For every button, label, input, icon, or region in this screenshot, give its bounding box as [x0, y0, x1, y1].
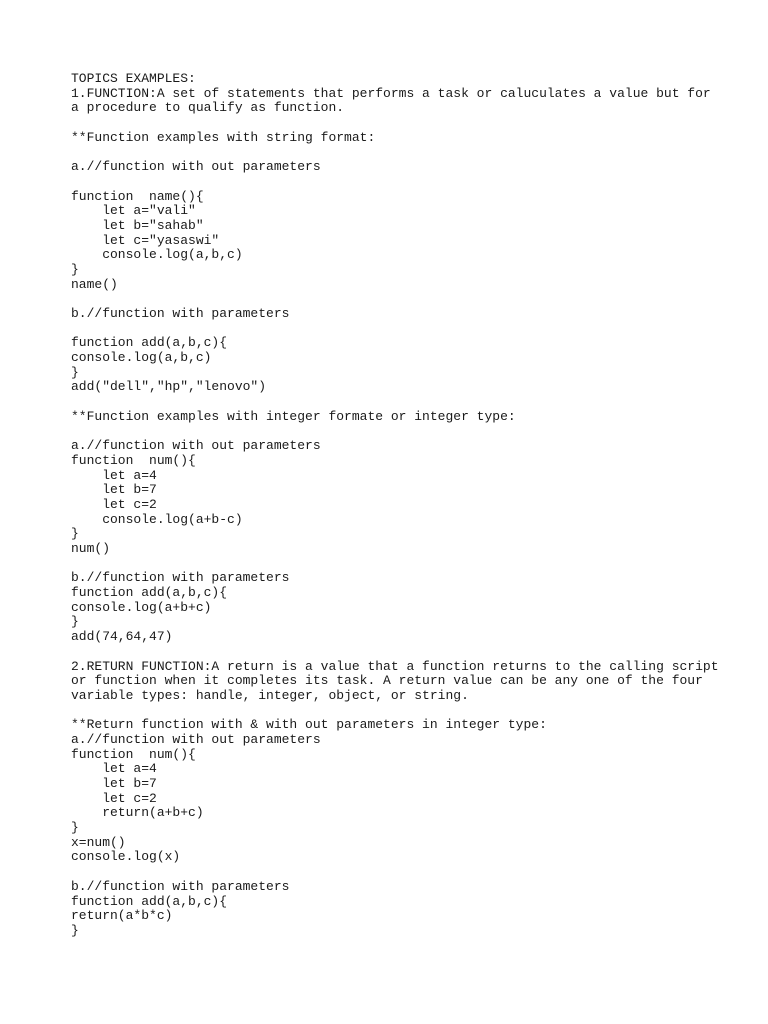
text-line: console.log(a+b-c) [71, 511, 243, 527]
text-line: } [71, 526, 79, 542]
blank-line [71, 175, 731, 190]
text-line: name() [71, 276, 118, 292]
text-line: num() [71, 541, 111, 556]
text-line: function num(){ [71, 746, 196, 762]
text-line: console.log(x) [71, 849, 181, 865]
blank-line [71, 557, 731, 572]
blank-line [71, 322, 731, 337]
text-line: b.//function with parameters [71, 878, 290, 894]
text-line: let c="yasaswi" [71, 232, 220, 248]
text-line: a.//function with out parameters [71, 438, 321, 454]
blank-line [71, 145, 731, 160]
text-line: } [71, 922, 79, 938]
text-line: } [71, 820, 79, 836]
text-line: } [71, 364, 79, 380]
text-line: add(74,64,47) [71, 629, 173, 645]
text-line: b.//function with parameters [71, 306, 290, 321]
text-line: x=num() [71, 834, 126, 850]
text-line: function add(a,b,c){ [71, 335, 228, 351]
text-line: let b="sahab" [71, 217, 204, 233]
text-line: let b=7 [71, 482, 157, 498]
text-line: 2.RETURN FUNCTION:A return is a value that a function returns to the calling script [71, 658, 719, 674]
text-line: let c=2 [71, 790, 157, 806]
text-line: function num(){ [71, 452, 196, 468]
blank-line [71, 704, 731, 719]
text-line: let b=7 [71, 776, 157, 791]
text-line: let a=4 [71, 761, 157, 777]
text-line: let c=2 [71, 496, 157, 512]
text-line: add("dell","hp","lenovo") [71, 379, 267, 395]
text-line: } [71, 614, 79, 630]
text-line: a.//function with out parameters [71, 731, 321, 747]
text-line: let a=4 [71, 467, 157, 483]
text-line: let a="vali" [71, 203, 196, 219]
text-line: function add(a,b,c){ [71, 893, 228, 909]
text-line: return(a*b*c) [71, 908, 173, 924]
text-line: b.//function with parameters [71, 570, 290, 586]
blank-line [71, 645, 731, 660]
text-line: 1.FUNCTION:A set of statements that performs a task or caluculates a value but for [71, 85, 711, 101]
document-text [71, 72, 731, 939]
blank-line [71, 116, 731, 131]
text-line: return(a+b+c) [71, 805, 204, 821]
text-line: console.log(a+b+c) [71, 599, 212, 615]
text-line: variable types: handle, integer, object, or string. [71, 687, 469, 703]
text-line: a.//function with out parameters [71, 159, 321, 175]
text-line: TOPICS EXAMPLES: [71, 71, 196, 86]
text-line: **Function examples with integer formate or integer type: [71, 408, 516, 424]
text-line: or function when it completes its task. A return value can be any one of the four [71, 673, 703, 689]
text-line: function name(){ [71, 188, 204, 204]
blank-line [71, 425, 731, 440]
text-line: **Function examples with string format: [71, 129, 376, 145]
text-line: **Return function with & with out parameters in integer type: [71, 717, 547, 733]
blank-line [71, 395, 731, 410]
blank-line [71, 865, 731, 880]
text-line: function add(a,b,c){ [71, 585, 228, 601]
text-line: console.log(a,b,c) [71, 350, 212, 366]
text-line: console.log(a,b,c) [71, 247, 243, 263]
blank-line [71, 292, 731, 307]
text-line: a procedure to qualify as function. [71, 100, 345, 116]
text-line: } [71, 261, 79, 277]
